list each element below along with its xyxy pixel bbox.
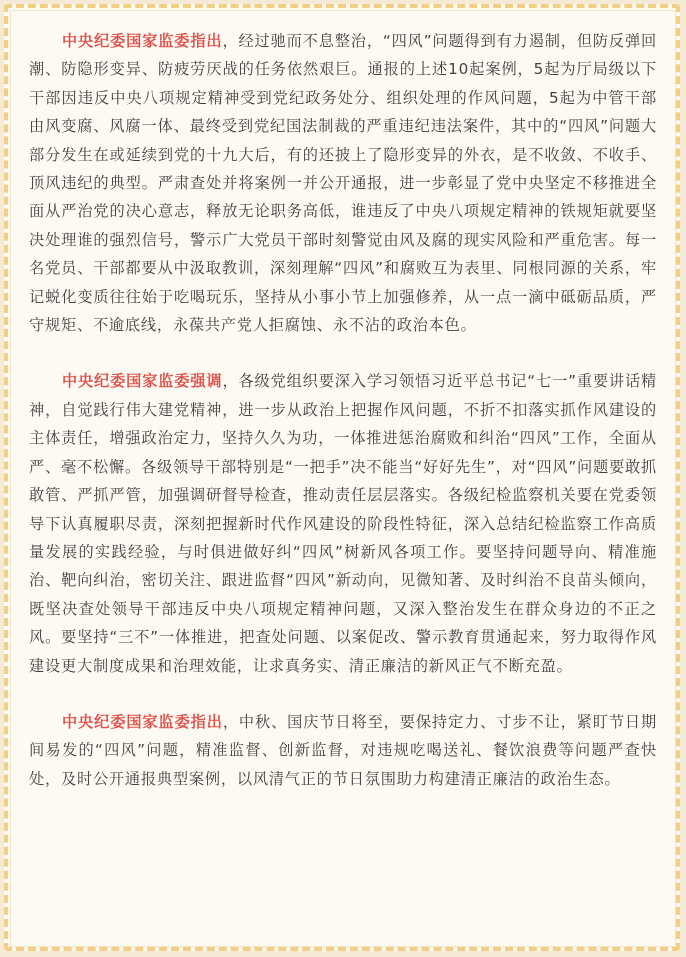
lead-phrase: 中央纪委国家监委指出 — [62, 712, 223, 731]
paragraph-3 — [29, 708, 657, 793]
paragraph-text: ，经过驰而不息整治，“四风”问题得到有力遏制，但防反弹回潮、防隐形变异、防疲劳厌战的任务依然艰巨。通报的上述10起案例，5起为厅局级以下干部因违反中央八项规定精神受到党纪政务处分、组织处理的作风问题，5起为中管干部由风变腐、风腐一体、最终受到党纪国法制裁的严重违纪违法案件，其中的“四风”问题大部分发生在或延续到党的十九大后，有的还披上了隐形变异的外衣，是不收敛、不收手、顶风违纪的典型。严肃查处并将案例一并公开通报，进一步彰显了党中央坚定不移推进全面从严治党的决心意志，释放无论职务高低，谁违反了中央八项规定精神的铁规矩就要坚决处理谁的强烈信号，警示广大党员干部时刻警觉由风及腐的现实风险和严重危害。每一名党员、干部都要从中汲取教训，深刻理解“四风”和腐败互为表里、同根同源的关系，牢记蜕化变质往往始于吃喝玩乐，坚持从小事小节上加强修养，从一点一滴中砥砺品质，严守规矩、不逾底线，永葆共产党人拒腐蚀、永不沾的政治本色。 — [29, 32, 658, 335]
paragraph-text: ，各级党组织要深入学习领悟习近平总书记“七一”重要讲话精神，自觉践行伟大建党精神，进一步从政治上把握作风问题，不折不扣落实抓作风建设的主体责任，增强政治定力，坚持久久为功，一体推进惩治腐败和纠治“四风”工作，全面从严、毫不松懈。各级领导干部特别是“一把手”决不能当“好好先生”，对“四风”问题要敢抓敢管、严抓严管，加强调研督导检查，推动责任层层落实。各级纪检监察机关要在党委领导下认真履职尽责，深刻把握新时代作风建设的阶段性特征，深入总结纪检监察工作高质量发展的实践经验，与时俱进做好纠“四风”树新风各项工作。要坚持问题导向、精准施治、靶向纠治，密切关注、跟进监督“四风”新动向，见微知著、及时纠治不良苗头倾向，既坚决查处领导干部违反中央八项规定精神问题，又深入整治发生在群众身边的不正之风。要坚持“三不”一体推进，把查处问题、以案促改、警示教育贯通起来，努力取得作风建设更大制度成果和治理效能，让求真务实、清正廉洁的新风正气不断充盈。 — [29, 372, 658, 675]
lead-phrase: 中央纪委国家监委强调 — [62, 372, 223, 391]
article-body — [29, 27, 657, 821]
paragraph-1 — [29, 27, 657, 339]
paragraph-2 — [29, 367, 657, 679]
paragraph-text: ，中秋、国庆节日将至，要保持定力、寸步不让，紧盯节日期间易发的“四风”问题，精准监督、创新监督，对违规吃喝送礼、餐饮浪费等问题严查快处，及时公开通报典型案例，以风清气正的节日氛围助力构建清正廉洁的政治生态。 — [29, 712, 657, 788]
lead-phrase: 中央纪委国家监委指出 — [62, 32, 223, 50]
